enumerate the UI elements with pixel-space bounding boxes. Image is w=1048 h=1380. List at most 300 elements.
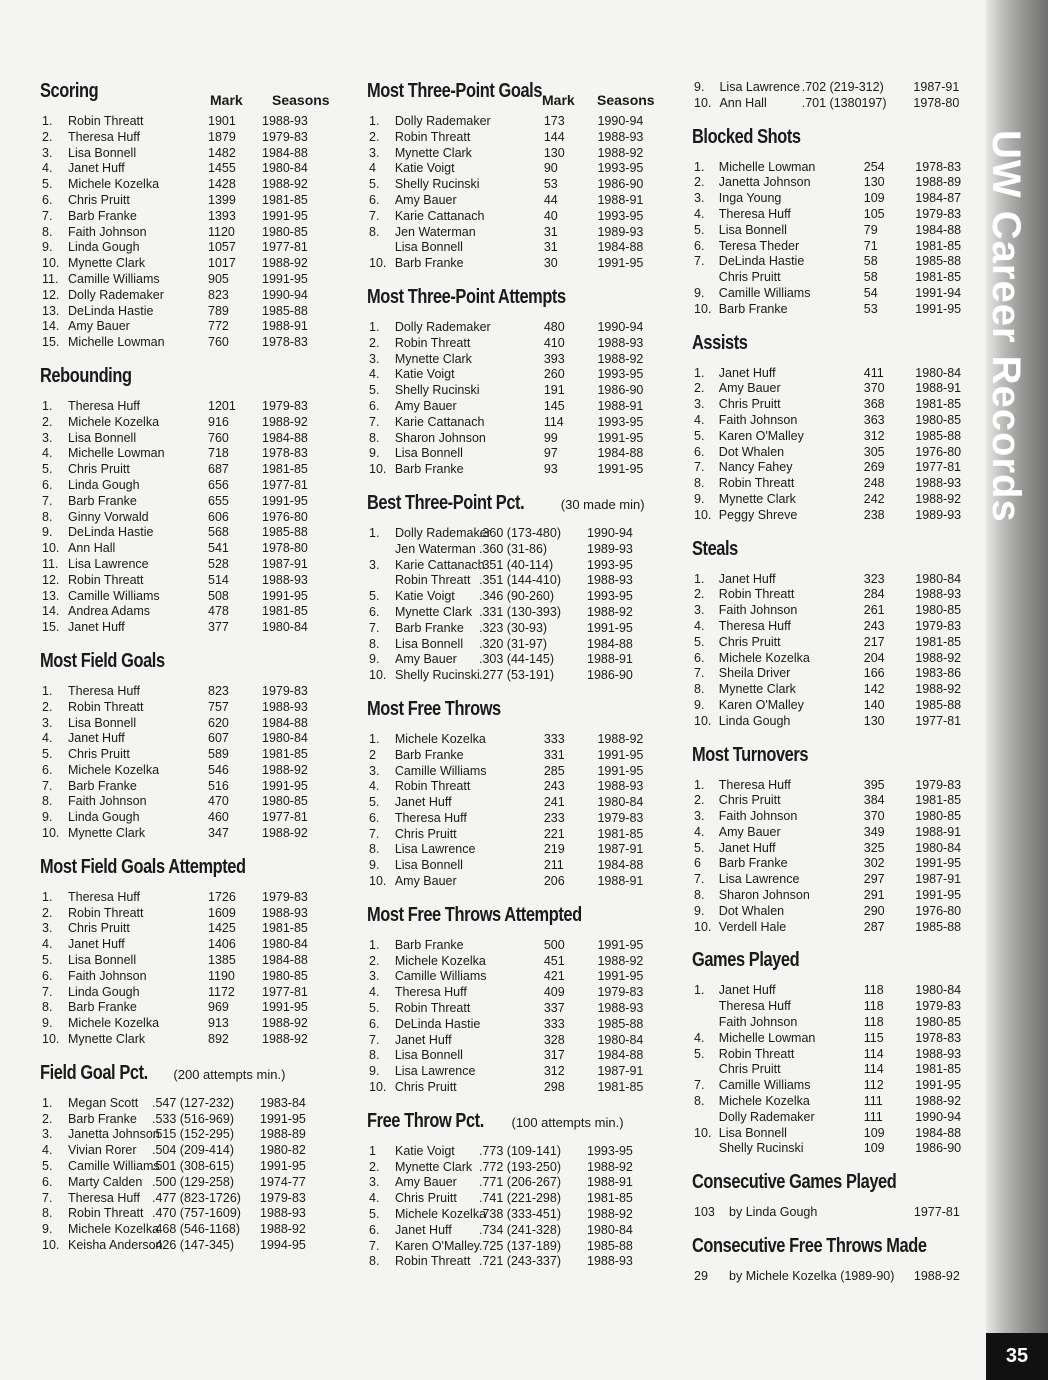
seasons-value: 1990-94	[262, 287, 308, 302]
player-name: Lisa Lawrence	[68, 556, 149, 571]
rank: 2.	[42, 129, 53, 144]
player-name: Lisa Bonnell	[395, 636, 464, 651]
record-row	[692, 413, 982, 429]
mark-value: 114	[543, 414, 564, 429]
rank: 3.	[369, 351, 380, 366]
record-section	[40, 80, 340, 351]
record-row	[692, 841, 982, 857]
record-row	[40, 969, 340, 985]
mark-value: 528	[208, 556, 229, 571]
rank: 10.	[42, 1238, 60, 1253]
seasons-value: 1977-81	[262, 810, 308, 825]
mark-value: 789	[208, 303, 229, 318]
seasons-value: 1986-90	[587, 668, 633, 683]
rank: 3.	[42, 715, 53, 730]
rank: 6.	[42, 968, 53, 983]
rank: 103	[694, 1205, 715, 1220]
record-row	[692, 1094, 982, 1110]
player-name: Camille Williams	[394, 969, 487, 984]
seasons-value: 1981-85	[915, 793, 962, 808]
record-row	[367, 1001, 667, 1017]
player-name: Robin Threatt	[394, 129, 471, 144]
record-row	[40, 1159, 340, 1175]
seasons-value: 1988-92	[597, 953, 644, 968]
seasons-value: 1991-95	[262, 271, 308, 286]
record-row	[692, 888, 982, 904]
rank: 9.	[369, 652, 380, 667]
seasons-value: 1985-88	[587, 1238, 633, 1253]
record-row	[692, 460, 982, 476]
mark-value: .360 (31-86)	[479, 541, 548, 556]
record-row	[40, 1000, 340, 1016]
seasons-value: 1977-81	[262, 477, 308, 492]
rank: 9.	[694, 491, 705, 506]
mark-value: 166	[863, 666, 885, 681]
player-name: Amy Bauer	[394, 398, 457, 413]
mark-value: 718	[208, 446, 229, 461]
mark-value: 1901	[208, 114, 236, 128]
record-row	[40, 431, 340, 447]
mark-value: 317	[543, 1048, 565, 1063]
rank: 4.	[694, 412, 705, 427]
rank: 3.	[369, 763, 380, 778]
rank: 8.	[369, 224, 380, 239]
seasons-value: 1991-95	[915, 856, 962, 871]
record-row	[367, 795, 667, 811]
seasons-value: 1988-89	[915, 175, 962, 190]
player-name: Michele Kozelka	[68, 414, 160, 429]
mark-value: 655	[208, 493, 229, 508]
mark-value: 219	[543, 842, 565, 857]
seasons-value: 1988-92	[260, 1222, 306, 1237]
player-name: Dolly Rademaker	[395, 525, 491, 540]
player-name: Barb Franke	[718, 856, 788, 871]
player-name: Linda Gough	[718, 713, 791, 728]
seasons-value: 1988-93	[262, 572, 308, 587]
seasons-value: 1988-91	[915, 824, 962, 839]
section-title: Games Played	[692, 949, 800, 972]
rank: 7.	[42, 208, 53, 223]
rank: 6.	[369, 1016, 380, 1031]
player-name: Amy Bauer	[68, 319, 130, 334]
rank: 5.	[694, 428, 705, 443]
rank: 9.	[369, 446, 380, 461]
rank: 7.	[694, 872, 705, 887]
seasons-value: 1981-85	[597, 826, 644, 841]
rank: 9.	[42, 525, 53, 540]
mark-value: .351 (40-114)	[479, 557, 554, 572]
seasons-value: 1980-85	[915, 603, 962, 618]
player-name: Shelly Rucinski	[718, 1141, 804, 1156]
seasons-value: 1984-88	[587, 636, 633, 651]
seasons-value: 1978-83	[915, 159, 962, 174]
player-name: Michele Kozelka	[68, 1222, 160, 1237]
mark-value: 312	[863, 428, 885, 443]
seasons-value: 1986-90	[597, 383, 644, 398]
player-name: Robin Threatt	[395, 1254, 471, 1269]
section-header	[692, 1235, 982, 1269]
mark-value: 298	[543, 1080, 565, 1095]
rank: 5.	[694, 634, 705, 649]
mark-value: 349	[863, 824, 885, 839]
rank: 7.	[42, 778, 53, 793]
record-section	[40, 650, 340, 842]
rank: 8.	[369, 1254, 380, 1269]
record-row	[40, 494, 340, 510]
mark-value: .277 (53-191)	[479, 668, 555, 683]
mark-value: 144	[543, 129, 565, 144]
seasons-value: 1991-95	[587, 620, 633, 635]
player-name: Mynette Clark	[68, 826, 146, 841]
mark-value: .533 (516-969)	[152, 1111, 235, 1126]
player-name: Chris Pruitt	[394, 826, 457, 841]
mark-value: .701 (1380197)	[801, 95, 887, 110]
seasons-value: 1988-91	[597, 874, 644, 889]
mark-value: .721 (243-337)	[479, 1254, 562, 1269]
mark-value: 347	[208, 826, 229, 841]
rank: 9.	[42, 1016, 53, 1031]
seasons-value: 1984-88	[597, 446, 644, 461]
rank: 1.	[42, 683, 53, 698]
rank: 5.	[42, 177, 53, 192]
rank: 1	[369, 1143, 376, 1158]
rank: 1.	[369, 525, 380, 540]
player-name: Inga Young	[718, 191, 782, 206]
seasons-value: 1988-93	[262, 114, 308, 128]
seasons-value: 1979-83	[260, 1190, 306, 1205]
mark-value: 90	[543, 161, 558, 176]
rank: 10.	[369, 256, 387, 271]
mark-value: 541	[208, 541, 229, 556]
seasons-value: 1990-94	[915, 1109, 962, 1124]
record-row	[40, 1096, 340, 1112]
record-row	[692, 856, 982, 872]
record-row	[367, 637, 667, 653]
seasons-value: 1979-83	[597, 985, 644, 1000]
seasons-value: 1991-95	[597, 430, 644, 445]
seasons-value: 1988-91	[597, 398, 644, 413]
seasons-value: 1980-84	[262, 620, 308, 635]
mark-value: 31	[543, 224, 558, 239]
player-name: Lisa Bonnell	[68, 953, 137, 968]
mark-value: .323 (30-93)	[479, 620, 548, 635]
record-section	[40, 365, 340, 636]
record-row	[367, 1048, 667, 1064]
record-row	[692, 920, 982, 936]
seasons-value: 1980-84	[262, 161, 308, 176]
mark-value: 514	[208, 572, 229, 587]
mark-value: 118	[863, 1015, 884, 1030]
rank: 10.	[694, 95, 712, 110]
mark-value: 470	[208, 794, 229, 809]
record-row	[40, 114, 340, 130]
rank: 6.	[369, 810, 380, 825]
rank: 7.	[42, 984, 53, 999]
seasons-value: 1991-95	[915, 1078, 962, 1093]
rank: 4	[369, 161, 376, 176]
record-row	[367, 193, 667, 209]
rank: 2.	[369, 335, 380, 350]
seasons-value: 1980-85	[262, 794, 308, 809]
seasons-value: 1988-92	[915, 682, 962, 697]
player-name: Robin Threatt	[68, 699, 144, 714]
seasons-value: 1988-93	[597, 129, 644, 144]
record-row	[692, 793, 982, 809]
player-name: Janet Huff	[68, 161, 125, 176]
mark-value: 115	[863, 1030, 884, 1045]
record-row	[692, 809, 982, 825]
record-row	[40, 209, 340, 225]
record-row	[40, 763, 340, 779]
rank: 6.	[42, 1174, 53, 1189]
rank: 4.	[369, 779, 380, 794]
seasons-value: 1978-80	[913, 95, 960, 110]
section-header	[40, 80, 340, 114]
seasons-value: 1990-94	[587, 525, 633, 540]
record-row	[367, 748, 667, 764]
record-row	[367, 954, 667, 970]
player-name: Michelle Lowman	[68, 446, 165, 461]
mark-value: .468 (546-1168)	[152, 1222, 241, 1237]
record-section	[367, 492, 667, 684]
player-name: Shelly Rucinski	[394, 383, 480, 398]
player-name: Barb Franke	[394, 462, 464, 477]
record-row	[367, 431, 667, 447]
record-row	[367, 1017, 667, 1033]
seasons-value: 1984-88	[262, 430, 308, 445]
rank: 9.	[42, 810, 53, 825]
record-row	[367, 1239, 667, 1255]
seasons-value: 1989-93	[587, 541, 633, 556]
record-row	[692, 207, 982, 223]
rank: 4.	[369, 367, 380, 382]
record-row	[692, 682, 982, 698]
player-name: Amy Bauer	[394, 192, 457, 207]
player-name: Theresa Huff	[68, 1190, 141, 1205]
record-row	[692, 983, 982, 999]
seasons-value: 1988-93	[597, 779, 644, 794]
seasons-value: 1987-91	[597, 842, 644, 857]
record-row	[40, 794, 340, 810]
mark-value: 757	[208, 699, 229, 714]
mark-value: .303 (44-145)	[479, 652, 555, 667]
player-name: Janet Huff	[68, 937, 125, 952]
rank: 1.	[369, 319, 380, 334]
player-name: Theresa Huff	[68, 889, 141, 904]
mark-value: 290	[863, 903, 885, 918]
mark-value: 589	[208, 747, 229, 762]
rank: 9.	[694, 697, 705, 712]
record-row	[367, 573, 667, 589]
mark-value: 248	[863, 476, 885, 491]
seasons-value: 1993-95	[597, 208, 644, 223]
seasons-value: 1991-95	[262, 778, 308, 793]
rank: 9.	[369, 858, 380, 873]
record-row	[40, 1222, 340, 1238]
player-name: by Michele Kozelka (1989-90)	[729, 1269, 895, 1284]
player-name: Faith Johnson	[68, 224, 147, 239]
player-name: DeLinda Hastie	[68, 303, 154, 318]
record-row	[40, 335, 340, 351]
seasons-value: 1981-85	[597, 1080, 644, 1095]
seasons-value: 1981-85	[262, 462, 308, 477]
mark-value: .725 (137-189)	[479, 1238, 562, 1253]
record-row	[367, 938, 667, 954]
seasons-value: 1993-95	[597, 367, 644, 382]
record-row	[367, 146, 667, 162]
rank: 1.	[42, 1095, 53, 1110]
mark-value: 410	[543, 335, 565, 350]
seasons-value: 1989-93	[597, 224, 644, 239]
seasons-value: 1991-95	[597, 937, 644, 952]
mark-value: 1120	[208, 224, 235, 239]
section-header	[367, 698, 667, 732]
seasons-value: 1991-95	[915, 888, 962, 903]
section-header	[692, 949, 982, 983]
player-name: Teresa Theder	[718, 238, 800, 253]
record-row	[40, 921, 340, 937]
mark-value: 460	[208, 810, 229, 825]
column-1	[40, 80, 340, 1268]
record-row	[367, 225, 667, 241]
rank: 6.	[694, 650, 705, 665]
player-name: Sharon Johnson	[718, 888, 810, 903]
player-name: Camille Williams	[394, 763, 487, 778]
seasons-value: 1985-88	[915, 254, 962, 269]
player-name: Faith Johnson	[68, 968, 147, 983]
record-row	[692, 619, 982, 635]
seasons-value: 1988-93	[915, 476, 962, 491]
player-name: Theresa Huff	[718, 999, 791, 1014]
player-name: Faith Johnson	[718, 809, 798, 824]
seasons-value: 1984-88	[915, 222, 962, 237]
seasons-value: 1988-93	[262, 699, 308, 714]
record-section	[367, 80, 667, 272]
player-name: Janet Huff	[68, 731, 125, 746]
record-row	[40, 747, 340, 763]
section-header	[692, 332, 982, 366]
player-name: Theresa Huff	[718, 206, 791, 221]
rank	[367, 542, 395, 558]
seasons-value: 1991-95	[597, 462, 644, 477]
seasons-value: 1978-83	[262, 335, 308, 350]
section-header	[692, 126, 982, 160]
player-name: Lisa Bonnell	[394, 1048, 463, 1063]
record-row	[40, 1206, 340, 1222]
rank: 5.	[694, 222, 705, 237]
rank: 10.	[694, 919, 712, 934]
player-name: Lisa Bonnell	[68, 715, 137, 730]
mark-value: 411	[863, 365, 884, 380]
record-row	[367, 969, 667, 985]
record-row	[692, 904, 982, 920]
mark-value: .515 (152-295)	[152, 1127, 235, 1142]
seasons-value: 1980-84	[915, 840, 962, 855]
record-section	[692, 744, 982, 936]
record-row	[40, 731, 340, 747]
mark-value: 261	[863, 603, 885, 618]
player-name: Robin Threatt	[68, 114, 144, 128]
mark-value: 606	[208, 509, 229, 524]
record-row	[367, 668, 667, 684]
record-row	[40, 620, 340, 636]
rank: 2.	[694, 793, 705, 808]
mark-value: 71	[863, 238, 878, 253]
seasons-value: 1984-88	[597, 1048, 644, 1063]
record-row	[367, 336, 667, 352]
record-row	[692, 302, 982, 318]
seasons-value: 1988-92	[262, 1016, 308, 1031]
mark-value: 109	[863, 1141, 885, 1156]
record-row	[40, 810, 340, 826]
mark-value: .477 (823-1726)	[152, 1190, 241, 1205]
rank: 6.	[369, 398, 380, 413]
seasons-value: 1980-84	[262, 731, 308, 746]
mark-value: 79	[863, 222, 878, 237]
record-row	[367, 542, 667, 558]
player-name: Ginny Vorwald	[68, 509, 149, 524]
seasons-value: 1988-92	[587, 1159, 633, 1174]
rank: 9.	[42, 240, 53, 255]
mark-value: 905	[208, 271, 229, 286]
mark-value: 620	[208, 715, 229, 730]
mark-value: 656	[208, 477, 229, 492]
mark-value: 1201	[208, 398, 236, 413]
record-row	[367, 621, 667, 637]
rank: 6.	[42, 762, 53, 777]
record-row	[40, 525, 340, 541]
rank	[692, 1110, 719, 1126]
record-row	[367, 130, 667, 146]
mark-value: 1455	[208, 161, 236, 176]
player-name: Sharon Johnson	[394, 430, 486, 445]
record-row	[367, 1064, 667, 1080]
record-row	[692, 80, 982, 96]
mark-value: 823	[208, 287, 229, 302]
mark-value: 1879	[208, 129, 236, 144]
rank: 7.	[694, 254, 705, 269]
seasons-value: 1985-88	[262, 303, 308, 318]
rank: 2.	[369, 129, 380, 144]
seasons-value: 1976-80	[262, 509, 308, 524]
mark-value: 568	[208, 525, 229, 540]
section-header	[40, 1062, 340, 1096]
mark-value: .738 (333-451)	[479, 1207, 562, 1222]
record-row	[692, 191, 982, 207]
mark-value: 395	[863, 777, 885, 792]
rank: 10.	[42, 256, 60, 271]
seasons-value: 1988-93	[915, 1046, 962, 1061]
player-name: Verdell Hale	[718, 919, 787, 934]
rank: 12.	[42, 287, 60, 302]
player-name: Michele Kozelka	[394, 953, 486, 968]
seasons-value: 1988-91	[915, 381, 962, 396]
seasons-value: 1981-85	[587, 1191, 633, 1206]
record-row	[692, 1269, 982, 1285]
seasons-value: 1980-84	[915, 571, 962, 586]
rank: 9.	[694, 903, 705, 918]
seasons-value: 1991-95	[597, 763, 644, 778]
rank: 8.	[694, 476, 705, 491]
record-row	[40, 240, 340, 256]
seasons-value: 1988-93	[587, 573, 633, 588]
player-name: Barb Franke	[68, 493, 137, 508]
record-row	[40, 478, 340, 494]
record-row	[692, 429, 982, 445]
seasons-value: 1993-95	[587, 557, 633, 572]
mark-value: 421	[543, 969, 565, 984]
record-row	[692, 96, 982, 112]
